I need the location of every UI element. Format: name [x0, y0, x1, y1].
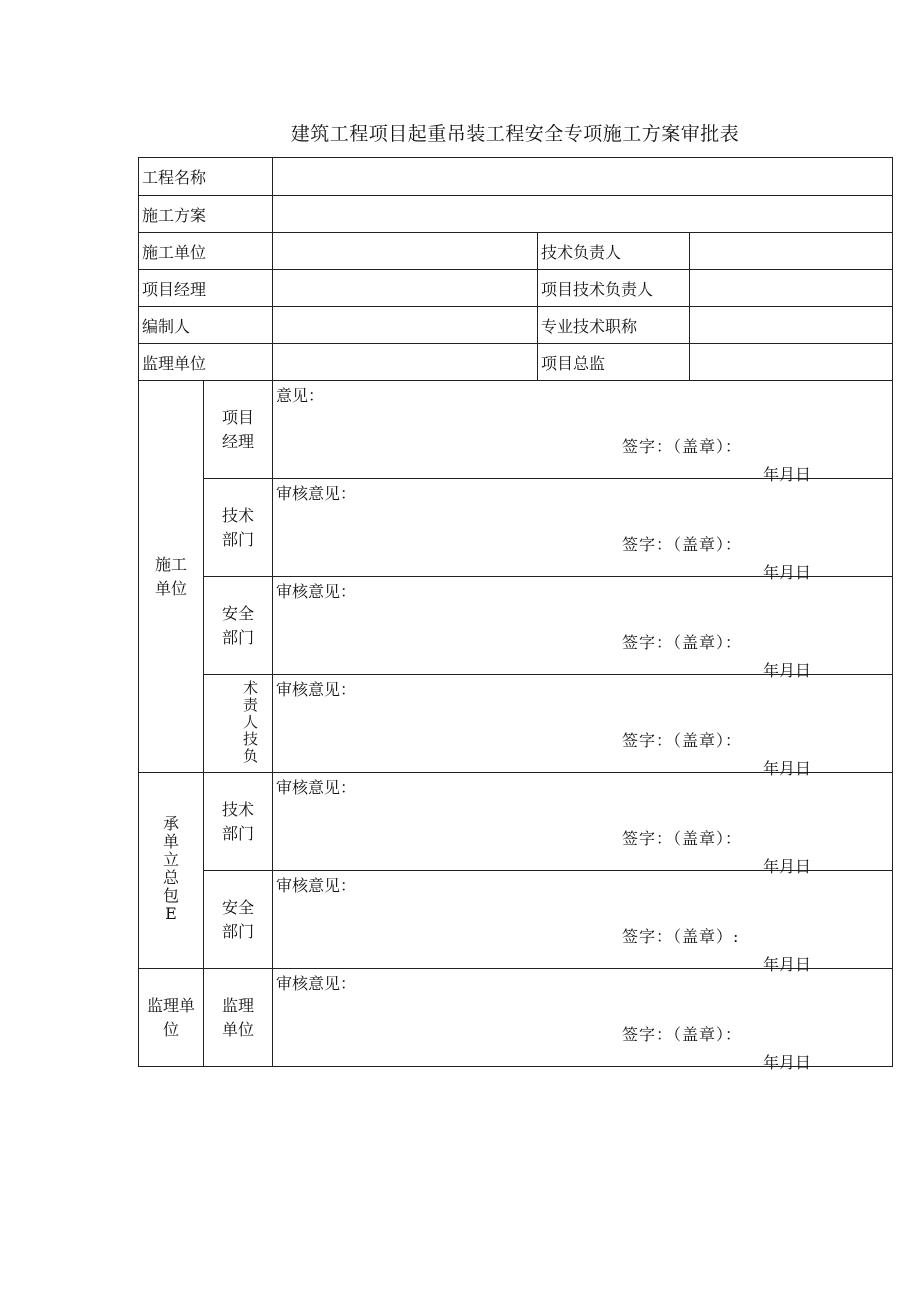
opinion-cell-tech-lead[interactable] [273, 675, 893, 778]
opinion-label: 审核意见： [276, 974, 357, 993]
date-label: 年月日 [763, 857, 812, 876]
label-plan: 施工方案 [139, 196, 273, 233]
dept-safety-general: 安全 部门 [204, 871, 273, 969]
label-tech-lead: 技术负责人 [538, 233, 690, 270]
signature-label: 签字：（盖章）： [622, 731, 743, 750]
opinion-cell-supervision[interactable] [273, 969, 893, 1072]
signature-label: 签字：（盖章）： [622, 1025, 743, 1044]
label-chief-supervisor: 项目总监 [538, 344, 690, 381]
opinion-cell-safety[interactable] [273, 577, 893, 680]
field-chief-supervisor[interactable] [690, 344, 893, 381]
dept-safety: 安全 部门 [204, 577, 273, 675]
field-plan[interactable] [273, 196, 893, 233]
opinion-label: 审核意见： [276, 582, 357, 601]
opinion-cell-tech[interactable] [273, 479, 893, 582]
field-compiler[interactable] [273, 307, 538, 344]
dept-project-manager: 项目 经理 [204, 381, 273, 479]
field-supervisor-unit[interactable] [273, 344, 538, 381]
field-professional-title[interactable] [690, 307, 893, 344]
date-label: 年月日 [763, 563, 812, 582]
signature-label: 签字：（盖章）： [622, 535, 743, 554]
opinion-cell-tech-general[interactable] [273, 773, 893, 876]
date-label: 年月日 [763, 955, 812, 974]
label-contractor: 施工单位 [139, 233, 273, 270]
label-project-tech-lead: 项目技术负责人 [538, 270, 690, 307]
field-tech-lead[interactable] [690, 233, 893, 270]
form-title: 建筑工程项目起重吊装工程安全专项施工方案审批表 [290, 123, 740, 145]
dept-tech: 技术 部门 [204, 479, 273, 577]
opinion-cell-safety-general[interactable] [273, 871, 893, 974]
label-supervisor-unit: 监理单位 [139, 344, 273, 381]
group-general-contractor: 承 单 立 总 包 E [139, 773, 204, 969]
opinion-label: 审核意见： [276, 484, 357, 503]
opinion-label: 审核意见： [276, 680, 357, 699]
signature-label: 签字：（盖章）: [622, 927, 740, 946]
label-professional-title: 专业技术职称 [538, 307, 690, 344]
field-project-tech-lead[interactable] [690, 270, 893, 307]
label-project-manager: 项目经理 [139, 270, 273, 307]
approval-form-table [138, 157, 893, 1072]
dept-tech-general: 技术 部门 [204, 773, 273, 871]
opinion-cell-project-manager[interactable] [273, 381, 893, 484]
dept-tech-lead: 术 责 人 技 负 [204, 675, 273, 773]
field-project-manager[interactable] [273, 270, 538, 307]
opinion-label: 意见： [276, 386, 325, 405]
label-compiler: 编制人 [139, 307, 273, 344]
opinion-label: 审核意见： [276, 778, 357, 797]
group-construction-unit: 施工 单位 [139, 381, 204, 773]
opinion-label: 审核意见： [276, 876, 357, 895]
date-label: 年月日 [763, 661, 812, 680]
signature-label: 签字：（盖章）： [622, 633, 743, 652]
date-label: 年月日 [763, 465, 812, 484]
signature-label: 签字：（盖章）： [622, 437, 743, 456]
field-project-name[interactable] [273, 158, 893, 196]
field-contractor[interactable] [273, 233, 538, 270]
label-project-name: 工程名称 [139, 158, 273, 196]
signature-label: 签字：（盖章）： [622, 829, 743, 848]
date-label: 年月日 [763, 759, 812, 778]
date-label: 年月日 [763, 1053, 812, 1072]
group-supervision: 监理单 位 [139, 969, 204, 1067]
dept-supervision: 监理 单位 [204, 969, 273, 1067]
